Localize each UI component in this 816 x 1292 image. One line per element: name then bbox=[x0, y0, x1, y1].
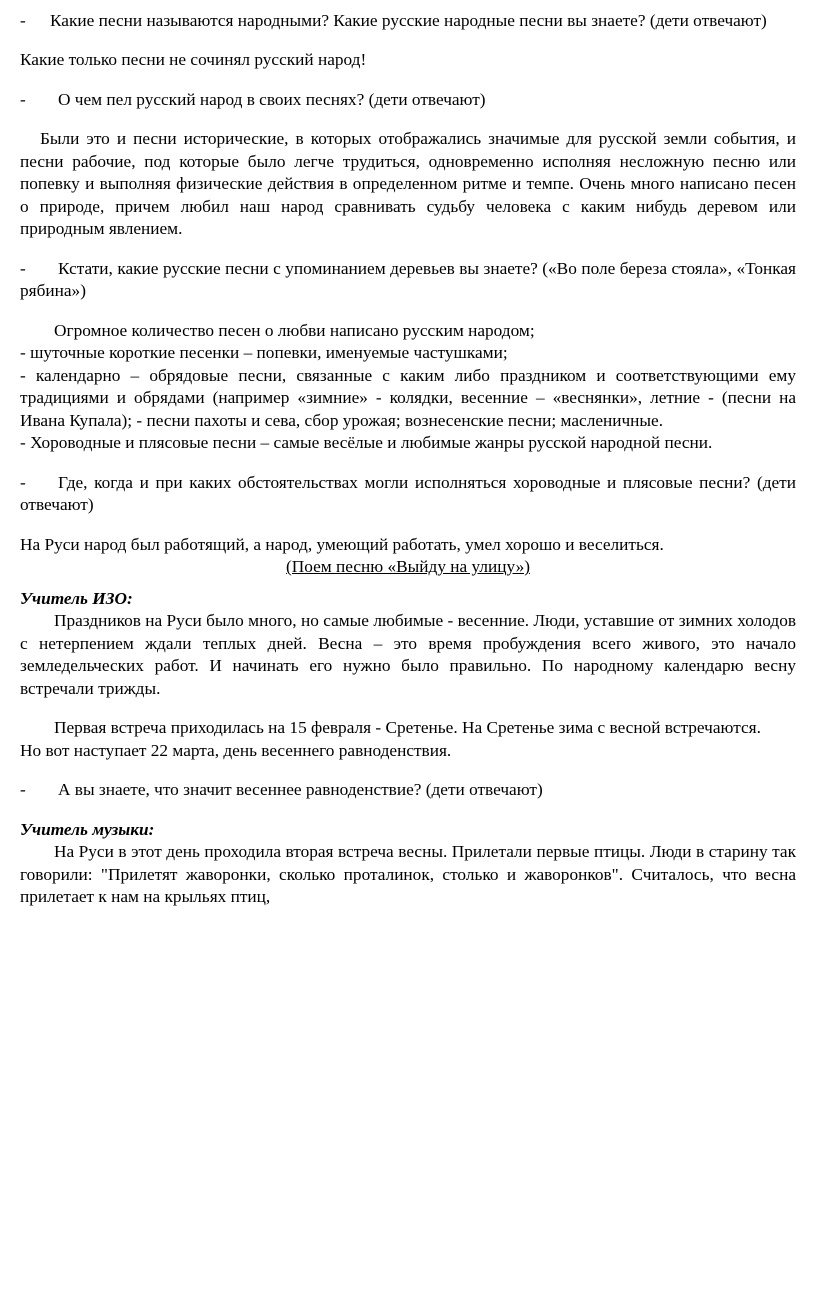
dash-marker: - bbox=[20, 472, 26, 492]
paragraph-question-gde-kogda bbox=[20, 472, 796, 517]
spacer bbox=[20, 762, 796, 779]
paragraph-text: Где, когда и при каких обстоятельствах могли исполняться хороводные и плясовые песни? (дети отвечают) bbox=[20, 472, 796, 515]
dash-marker: - bbox=[20, 780, 26, 800]
spacer bbox=[20, 111, 796, 128]
paragraph-pervaya-vstrecha: Первая встреча приходилась на 15 февраля - Сретенье. На Сретенье зима с весной встречаются. bbox=[54, 718, 761, 738]
paragraph-question-narodnye bbox=[20, 10, 796, 32]
spacer bbox=[20, 32, 796, 49]
paragraph-question-derevya bbox=[20, 258, 796, 303]
paragraph-na-rusi-rabotyashiy: На Руси народ был работящий, а народ, умеющий работать, умел хорошо и веселиться. bbox=[20, 534, 664, 554]
paragraph-ogromnoe-kolichestvo: Огромное количество песен о любви написано русским народом; bbox=[54, 320, 535, 340]
spacer bbox=[20, 700, 796, 717]
spacer bbox=[20, 517, 796, 534]
spacer bbox=[20, 455, 796, 472]
paragraph-text: Кстати, какие русские песни с упоминанием деревьев вы знаете? («Во поле береза стояла», «Тонкая рябина») bbox=[20, 258, 796, 301]
paragraph-question-o-chem-pel bbox=[20, 89, 796, 111]
paragraph-text: Какие песни называются народными? Какие русские народные песни вы знаете? (дети отвечают) bbox=[50, 11, 767, 30]
spacer bbox=[20, 241, 796, 258]
paragraph-text: О чем пел русский народ в своих песнях? (дети отвечают) bbox=[58, 89, 486, 109]
paragraph-poem-pesnyu bbox=[20, 556, 796, 578]
paragraph-shutochnye: - шуточные короткие песенки – попевки, именуемые частушками; bbox=[20, 343, 508, 363]
song-title-underlined: (Поем песню «Выйду на улицу») bbox=[286, 557, 530, 577]
heading-uchitel-izo: Учитель ИЗО: bbox=[20, 588, 133, 608]
paragraph-no-vot-nastupaet: Но вот наступает 22 марта, день весеннего равноденствия. bbox=[20, 740, 452, 760]
paragraph-horovodnye: - Хороводные и плясовые песни – самые весёлые и любимые жанры русской народной песни. bbox=[20, 433, 713, 453]
heading-uchitel-muzyki: Учитель музыки: bbox=[20, 819, 155, 839]
paragraph-kakie-tolko: Какие только песни не сочинял русский народ! bbox=[20, 50, 367, 70]
paragraph-question-ravnodenstvie bbox=[20, 779, 796, 801]
paragraph-text: А вы знаете, что значит весеннее равноденствие? (дети отвечают) bbox=[58, 780, 543, 800]
spacer bbox=[20, 579, 796, 588]
spacer bbox=[20, 802, 796, 819]
dash-marker: - bbox=[20, 89, 26, 109]
paragraph-prazdnikov-na-rusi: Праздников на Руси было много, но самые любимые - весенние. Люди, уставшие от зимних холодов с нетерпением ждали теплых дней. Весна – это время пробуждения всего живого, это начало земледельческих работ. И начинать его нужно было правильно. По народному календарю весну встречали трижды. bbox=[20, 611, 796, 698]
dash-marker: - bbox=[20, 258, 26, 278]
paragraph-kalendarno-obryadovye: - календарно – обрядовые песни, связанные с каким либо праздником и соответствующими ему традициями и обрядами (например «зимние» - колядки, весенние – «веснянки», летние - (песни на Ивана Купала); - песни пахоты и сева, сбор урожая; вознесенские песни; масленичные. bbox=[20, 365, 796, 430]
paragraph-byli-eto-pesni: Были это и песни исторические, в которых отображались значимые для русской земли события, и песни рабочие, под которые было легче трудиться, одновременно исполняя несложную песню или попевку и выполняя физические действия в определенном ритме и темпе. Очень много написано песен о природе, причем любил наш народ сравнивать судьбу человека с каким нибудь деревом или природным явлением. bbox=[20, 129, 796, 239]
dash-marker: - bbox=[20, 11, 26, 30]
spacer bbox=[20, 72, 796, 89]
spacer bbox=[20, 303, 796, 320]
paragraph-na-rusi-v-etot-den: На Руси в этот день проходила вторая встреча весны. Прилетали первые птицы. Люди в старину так говорили: "Прилетят жаворонки, сколько проталинок, столько и жаворонков". Считалось, что весна прилетает к нам на крыльях птиц, bbox=[20, 842, 796, 907]
